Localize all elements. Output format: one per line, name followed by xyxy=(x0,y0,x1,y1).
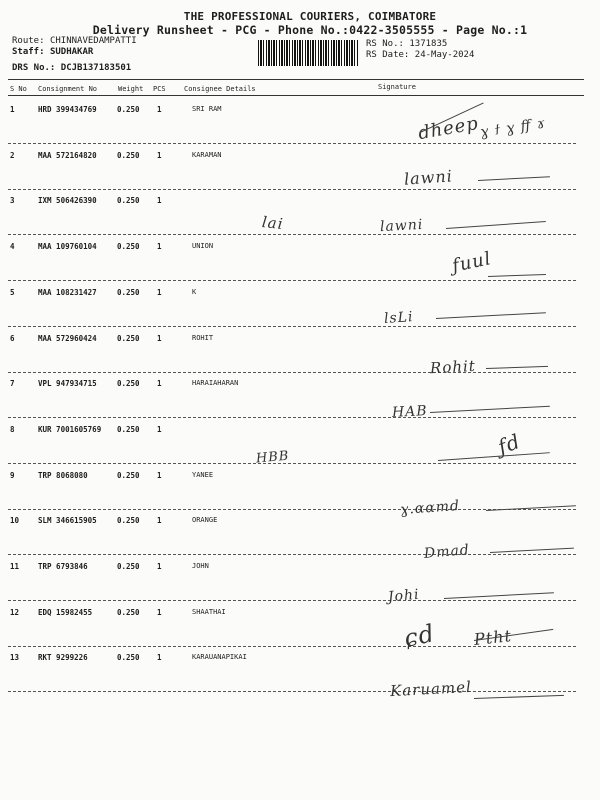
cell-weight: 0.250 xyxy=(117,471,140,480)
row-separator xyxy=(8,372,576,373)
cell-consignment: MAA 109760104 xyxy=(38,242,97,251)
cell-consignee: SRI RAM xyxy=(192,105,222,113)
rs-date-label: RS Date: xyxy=(366,50,410,60)
signature-mark: lsLi xyxy=(383,308,414,328)
cell-consignee: ORANGE xyxy=(192,516,218,524)
cell-consignment: TRP 6793846 xyxy=(38,562,88,571)
cell-weight: 0.250 xyxy=(117,653,140,662)
row-separator xyxy=(8,417,576,418)
cell-sno: 2 xyxy=(10,151,15,160)
barcode-image xyxy=(258,40,358,66)
col-consignment: Consignment No xyxy=(38,85,98,93)
signature-mark: ɣ.ɑɑmd xyxy=(399,497,461,519)
signature-mark: Rohit xyxy=(429,356,477,378)
cell-consignment: HRD 399434769 xyxy=(38,105,97,114)
cell-pcs: 1 xyxy=(157,516,162,525)
drs-value: DCJB137183501 xyxy=(60,63,132,73)
cell-consignee: ROHIT xyxy=(192,334,214,342)
col-consignee: Consignee Details xyxy=(184,85,256,93)
col-pcs: PCS xyxy=(153,85,166,93)
cell-weight: 0.250 xyxy=(117,105,140,114)
header-rule-bottom xyxy=(8,95,584,96)
signature-mark: HBB xyxy=(255,448,291,467)
cell-weight: 0.250 xyxy=(117,288,140,297)
cell-sno: 9 xyxy=(10,471,15,480)
cell-sno: 4 xyxy=(10,242,15,251)
signature-mark: Johi xyxy=(387,586,421,606)
cell-pcs: 1 xyxy=(157,288,162,297)
signature-mark: HAB xyxy=(391,403,429,421)
row-separator xyxy=(8,463,576,464)
signature-stroke xyxy=(446,221,546,229)
cell-consignment: RKT 9299226 xyxy=(38,653,88,662)
cell-sno: 5 xyxy=(10,288,15,297)
cell-pcs: 1 xyxy=(157,608,162,617)
runsheet-subtitle: Delivery Runsheet - PCG - Phone No.:0422-3505555 - Page No.:1 xyxy=(92,23,528,37)
cell-consignment: KUR 7001605769 xyxy=(38,425,102,434)
cell-consignee: SHAATHAI xyxy=(192,608,226,616)
route-line xyxy=(12,36,137,46)
cell-weight: 0.250 xyxy=(117,608,140,617)
signature-mark: lai xyxy=(261,212,285,234)
cell-weight: 0.250 xyxy=(117,425,140,434)
col-weight: Weight xyxy=(118,85,144,93)
signature-mark: dheep xyxy=(416,112,481,145)
cell-consignee: UNION xyxy=(192,242,214,250)
col-sno: S No xyxy=(10,85,27,93)
row-separator xyxy=(8,189,576,190)
rs-no-label: RS No.: xyxy=(366,39,404,49)
signature-mark: ɣ ϯ ɣ ﬀ ɤ xyxy=(479,115,547,141)
cell-weight: 0.250 xyxy=(117,151,140,160)
cell-weight: 0.250 xyxy=(117,242,140,251)
staff-label: Staff: xyxy=(12,47,45,57)
cell-weight: 0.250 xyxy=(117,379,140,388)
row-separator xyxy=(8,234,576,235)
cell-consignment: MAA 572164820 xyxy=(38,151,97,160)
staff-line xyxy=(12,47,93,57)
signature-mark: ƒd xyxy=(494,428,524,460)
row-separator xyxy=(8,143,576,144)
row-separator xyxy=(8,554,576,555)
cell-sno: 12 xyxy=(10,608,20,617)
cell-pcs: 1 xyxy=(157,196,162,205)
route-label: Route: xyxy=(12,36,45,46)
cell-consignee: K xyxy=(192,288,197,296)
col-signature: Signature xyxy=(378,83,416,91)
signature-stroke xyxy=(478,176,550,181)
staff-value: SUDHAKAR xyxy=(49,47,94,57)
row-separator xyxy=(8,600,576,601)
cell-consignee: YANEE xyxy=(192,471,214,479)
cell-pcs: 1 xyxy=(157,105,162,114)
drs-label: DRS No.: xyxy=(12,63,56,73)
signature-stroke xyxy=(430,406,550,413)
cell-sno: 10 xyxy=(10,516,20,525)
company-title: THE PROFESSIONAL COURIERS, COIMBATORE xyxy=(183,10,437,23)
cell-pcs: 1 xyxy=(157,653,162,662)
signature-stroke xyxy=(488,274,546,277)
cell-consignee: KARAMAN xyxy=(192,151,222,159)
signature-stroke xyxy=(436,312,546,319)
cell-weight: 0.250 xyxy=(117,516,140,525)
cell-consignment: MAA 108231427 xyxy=(38,288,97,297)
cell-pcs: 1 xyxy=(157,562,162,571)
rs-date-value: 24-May-2024 xyxy=(414,50,475,60)
signature-mark: Dmad xyxy=(423,542,471,562)
cell-pcs: 1 xyxy=(157,379,162,388)
signature-mark: ƒuul xyxy=(450,248,494,277)
cell-pcs: 1 xyxy=(157,242,162,251)
cell-consignee: JOHN xyxy=(192,562,209,570)
cell-pcs: 1 xyxy=(157,425,162,434)
drs-line xyxy=(12,63,131,73)
cell-consignee: KARAUANAPIKAI xyxy=(192,653,247,661)
signature-mark: lawni xyxy=(379,216,424,236)
signature-stroke xyxy=(474,695,564,699)
cell-consignment: EDQ 15982455 xyxy=(38,608,93,617)
cell-sno: 13 xyxy=(10,653,20,662)
cell-sno: 1 xyxy=(10,105,15,114)
cell-consignment: TRP 8068080 xyxy=(38,471,88,480)
cell-sno: 7 xyxy=(10,379,15,388)
cell-pcs: 1 xyxy=(157,471,162,480)
rs-date-line xyxy=(366,50,474,60)
route-value: CHINNAVEDAMPATTI xyxy=(49,36,137,46)
signature-stroke xyxy=(444,592,554,599)
signature-stroke xyxy=(486,366,548,369)
cell-weight: 0.250 xyxy=(117,334,140,343)
cell-consignee: HARAIAHARAN xyxy=(192,379,239,387)
cell-pcs: 1 xyxy=(157,334,162,343)
header-rule-top xyxy=(8,79,584,80)
signature-mark: Ptht xyxy=(473,626,513,649)
signature-stroke xyxy=(490,548,574,553)
cell-pcs: 1 xyxy=(157,151,162,160)
signature-stroke xyxy=(438,452,550,461)
cell-consignment: IXM 506426390 xyxy=(38,196,97,205)
cell-consignment: SLM 346615905 xyxy=(38,516,97,525)
cell-weight: 0.250 xyxy=(117,562,140,571)
rs-no-line xyxy=(366,39,447,49)
row-separator xyxy=(8,691,576,692)
signature-mark: lawni xyxy=(403,166,454,189)
cell-consignment: VPL 947934715 xyxy=(38,379,97,388)
cell-consignment: MAA 572960424 xyxy=(38,334,97,343)
cell-weight: 0.250 xyxy=(117,196,140,205)
cell-sno: 11 xyxy=(10,562,20,571)
rs-no-value: 1371835 xyxy=(409,39,448,49)
cell-sno: 8 xyxy=(10,425,15,434)
row-separator xyxy=(8,326,576,327)
cell-sno: 3 xyxy=(10,196,15,205)
row-separator xyxy=(8,280,576,281)
cell-sno: 6 xyxy=(10,334,15,343)
signature-mark: ɕd xyxy=(401,619,438,653)
signature-mark: Karuamel xyxy=(389,677,473,701)
